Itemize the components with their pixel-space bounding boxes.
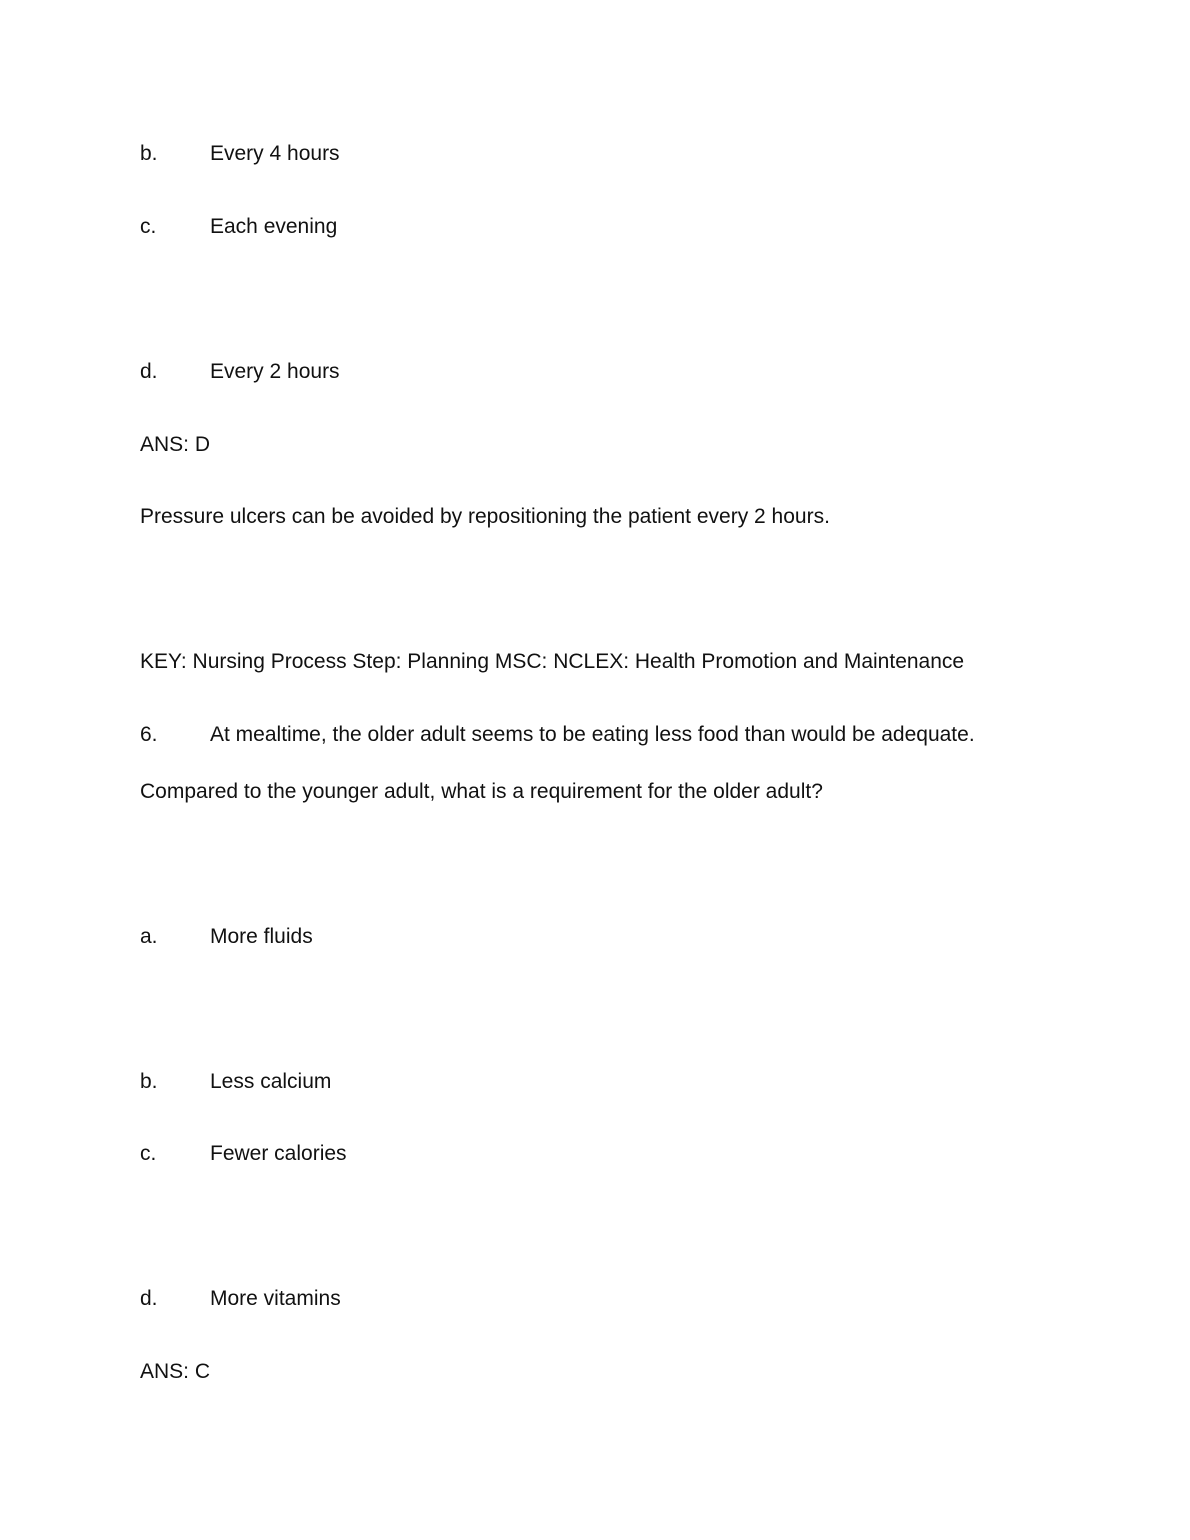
q6-number: 6. xyxy=(140,723,158,746)
q5-option-d xyxy=(140,359,340,385)
q5-option-b-text: Every 4 hours xyxy=(210,142,340,165)
q6-option-c-letter: c. xyxy=(140,1142,157,1165)
q6-option-a-text: More fluids xyxy=(210,925,313,948)
q6-option-d-text: More vitamins xyxy=(210,1287,341,1310)
q5-option-c xyxy=(140,214,337,240)
q6-stem xyxy=(140,722,975,748)
q5-key: KEY: Nursing Process Step: Planning MSC: NCLEX: Health Promotion and Maintenance xyxy=(140,650,965,673)
q5-option-c-text: Each evening xyxy=(210,215,338,238)
q6-option-d xyxy=(140,1286,341,1312)
q6-option-c xyxy=(140,1141,347,1167)
q6-option-b-text: Less calcium xyxy=(210,1070,332,1093)
q6-stem-line1: At mealtime, the older adult seems to be eating less food than would be adequate. xyxy=(210,723,975,746)
q6-option-c-text: Fewer calories xyxy=(210,1142,347,1165)
q5-answer: ANS: D xyxy=(140,433,211,456)
q6-stem-line2: Compared to the younger adult, what is a requirement for the older adult? xyxy=(140,780,823,803)
q5-option-b-letter: b. xyxy=(140,142,158,165)
q6-option-a-letter: a. xyxy=(140,925,158,948)
q5-rationale: Pressure ulcers can be avoided by repositioning the patient every 2 hours. xyxy=(140,505,830,528)
q6-option-b xyxy=(140,1069,331,1095)
q6-option-a xyxy=(140,924,313,950)
q5-option-d-text: Every 2 hours xyxy=(210,360,340,383)
q5-option-d-letter: d. xyxy=(140,360,158,383)
q6-answer: ANS: C xyxy=(140,1360,211,1383)
q6-option-b-letter: b. xyxy=(140,1070,158,1093)
q5-option-b xyxy=(140,141,340,167)
q6-option-d-letter: d. xyxy=(140,1287,158,1310)
q5-option-c-letter: c. xyxy=(140,215,157,238)
